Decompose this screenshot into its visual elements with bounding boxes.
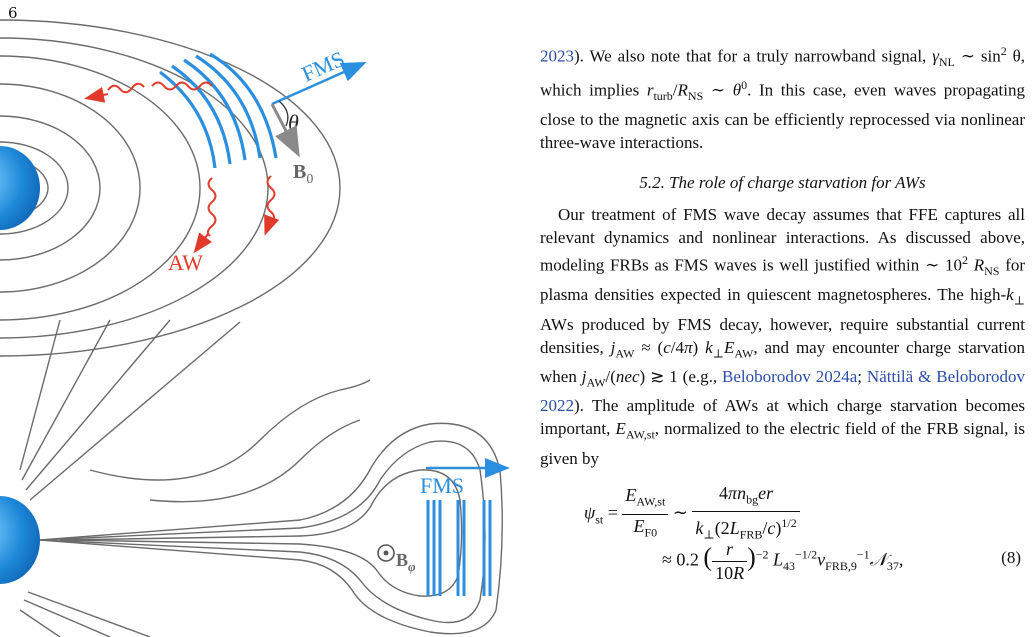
- aw-label: AW: [168, 250, 203, 275]
- citation-2023[interactable]: 2023: [540, 46, 574, 66]
- bphi-dot-icon: [384, 551, 389, 556]
- page-number: 6: [8, 4, 18, 22]
- aw-squiggle-top: [152, 83, 212, 90]
- neutron-star-top: [0, 146, 40, 230]
- citation-beloborodov-2024a[interactable]: Beloborodov 2024a: [722, 366, 858, 386]
- top-panel: [0, 20, 362, 356]
- paragraph-2: Our treatment of FMS wave decay assumes that FFE captures all relevant dynamics and nonlinear interactions. As discussed above, modeling FRBs as FMS waves is well justified within ∼ $10^2$ $R_{NS}$ for plasma densities expected in quiescent magnetospheres. The high-$k_\perp$ AWs produced by FMS decay, however, require substantial current densities, $j_{AW} \approx (c/4\pi)$ $k_\perp E_{AW}$, and may encounter charge starvation when $j_{AW}/(nec)$ ≳ 1 (e.g., Beloborodov 2024a; Nättilä & Beloborodov 2022). The amplitude of AWs at which charge starvation becomes important, $E_{AW,st}$, normalized to the electric field of the FRB signal, is given by: [540, 205, 1026, 468]
- text-column: [540, 40, 1026, 583]
- dipole-field-lines: [0, 20, 340, 356]
- paragraph-1: 2023). We also note that for a truly narrowband signal, $\gamma_{NL}$ ∼ $\sin^2 \theta$, which implies $r_{turb}/R_{NS}$ ∼ $\theta^0$. In this case, even waves propagating close to the magnetic axis can be efficiently reprocessed via nonlinear three-wave interactions.: [540, 44, 1025, 153]
- aw-arrow-left: [88, 94, 108, 98]
- aw-squiggle-right: [268, 176, 275, 224]
- theta-label: θ: [288, 110, 299, 135]
- fms-label-top: FMS: [297, 45, 349, 87]
- aw-squiggle-mid: [208, 178, 216, 236]
- bottom-panel: [0, 320, 505, 637]
- section-heading: 5.2. The role of charge starvation for AWs: [639, 173, 926, 193]
- equation-line-2: ≈ 0.2 ( $\frac{r}{10R}$ )$^{-2}$ $L_{43}^{-1/2}\nu_{FRB,9}^{-1}𝒩_{37}$,: [662, 538, 904, 583]
- aw-arrow-right: [266, 224, 269, 232]
- b0-label: $B_0$: [293, 161, 314, 187]
- bphi-label: $B_\varphi$: [396, 550, 416, 574]
- equation-number: (8): [1001, 547, 1021, 567]
- neutron-star-bottom: [0, 496, 40, 584]
- aw-arrow-down: [196, 234, 208, 250]
- citation-nattila-beloborodov-2022[interactable]: Nättilä & Beloborodov 2022: [540, 366, 1026, 416]
- fms-wavefronts-bottom: [428, 500, 490, 596]
- fms-wavefronts-top: [160, 54, 276, 168]
- equation-8: [540, 480, 1025, 583]
- equation-line-1: $\psi_{st}$ = $\frac{E_{AW,st}}{E_{F0}}$ ∼ $\frac{4\pi n_{bg}er}{k_\perp(2L_{FRB}/c)^{1/2}}$: [584, 482, 800, 547]
- fms-label-bottom: FMS: [420, 473, 465, 498]
